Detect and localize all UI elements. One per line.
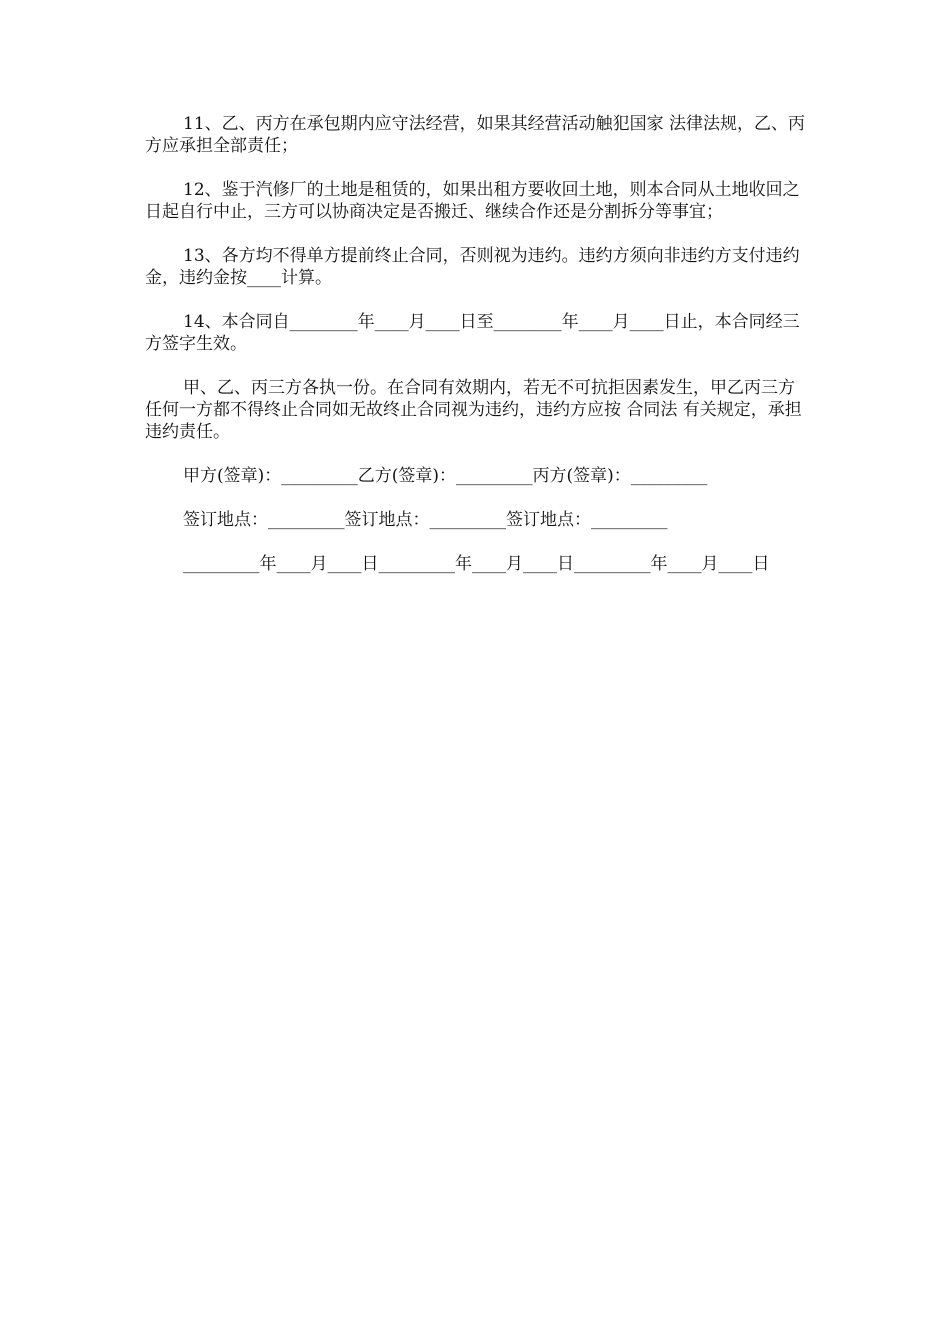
closing-clause: 甲、乙、丙三方各执一份。在合同有效期内，若无不可抗拒因素发生，甲乙丙三方任何一方都不得终止合同如无故终止合同视为违约，违约方应按 合同法 有关规定，承担违约责任。 (145, 378, 802, 442)
clause-14: 14、本合同自________年____月____日至________年____月____日止，本合同经三方签字生效。 (145, 312, 800, 354)
clause-12: 12、鉴于汽修厂的土地是租赁的，如果出租方要收回土地，则本合同从土地收回之日起自行中止，三方可以协商决定是否搬迁、继续合作还是分割拆分等事宜； (145, 180, 800, 222)
clause-11: 11、乙、丙方在承包期内应守法经营，如果其经营活动触犯国家 法律法规，乙、丙方应承担全部责任； (145, 114, 806, 156)
signature-line: 甲方(签章)：_________乙方(签章)：_________丙方(签章)：_________ (183, 466, 708, 486)
document-body (145, 113, 807, 597)
signing-location-line: 签订地点：_________签订地点：_________签订地点：_________ (183, 510, 668, 530)
clause-13: 13、各方均不得单方提前终止合同，否则视为违约。违约方须向非违约方支付违约金，违约金按____计算。 (145, 246, 800, 288)
signing-date-line: _________年____月____日_________年____月____日_________年____月____日 (183, 554, 770, 574)
